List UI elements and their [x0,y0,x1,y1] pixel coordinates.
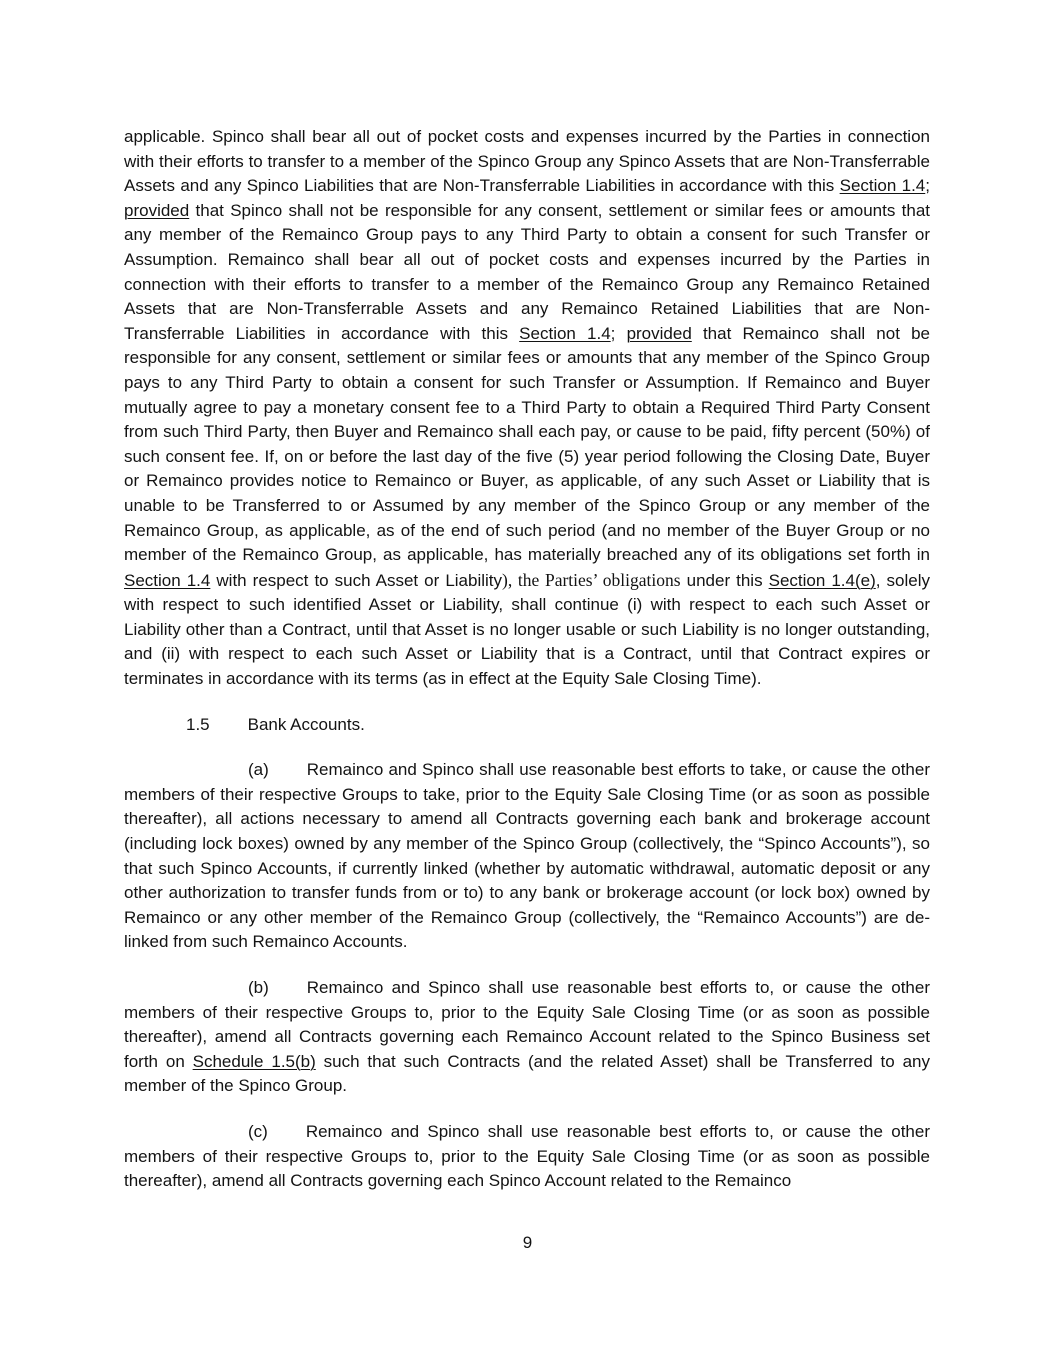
section-heading [124,713,930,738]
section-number: 1.5 [186,714,210,734]
document-body [124,125,930,1194]
paragraph-letter: (c) [248,1121,268,1141]
text-segment: Remainco and Spinco shall use reasonable best efforts to, or cause the other members of their respective Groups to, prior to the Equity Sale Closing Time (or as soon as possible thereafter), amend all Contracts governing each Spinco Account related to the Remainco [124,1121,930,1191]
paragraph-letter: (b) [248,978,269,997]
paragraph-continuation [124,125,930,692]
section-title: Bank Accounts. [247,714,365,734]
tab-spacer [269,774,307,775]
paragraph-letter: (a) [248,760,269,780]
text-segment: ; [925,176,930,196]
tab-spacer [210,729,248,730]
cross-reference: Section 1.4 [839,176,926,196]
tab-spacer [269,992,307,993]
text-segment: Remainco and Spinco shall use reasonable best efforts to, or cause the other members of their respective Groups to, prior to the Equity Sale Closing Time (or as soon as possible thereafter), amend all Contracts governing each Remainco Account related to the Spinco Business set forth on [124,978,930,1071]
cross-reference: provided [626,323,692,343]
text-segment: ), the Parties’ obligations [502,569,681,590]
text-segment: ; [610,323,627,343]
cross-reference: Section 1.4 [124,570,211,590]
paragraph-c [124,1120,930,1194]
cross-reference: provided [124,200,190,220]
text-segment: with respect to such Asset or Liability [210,570,503,590]
paragraph-a [124,758,930,955]
text-segment: Remainco and Spinco shall use reasonable best efforts to take, or cause the other members of their respective Groups to take, prior to the Equity Sale Closing Time (or as soon as possible thereafter), all actions necessary to amend all Contracts governing each bank and brokerage account (including lock boxes) owned by any member of the Spinco Group (collectively, the “Spinco Accounts”), so that such Spinco Accounts, if currently linked (whether by automatic withdrawal, automatic deposit or any other authorization to transfer funds from or to) to any bank or brokerage account (or lock box) owned by Remainco or any other member of the Remainco Group (collectively, the “Remainco Accounts”) are de-linked from such Remainco Accounts. [124,760,930,952]
paragraph-b [124,976,930,1099]
page-number: 9 [522,1233,533,1252]
tab-spacer [268,1136,306,1137]
text-segment: that Spinco shall not be responsible for any consent, settlement or similar fees or amounts that any member of the Remainco Group pays to any Third Party to obtain a consent for such Transfer or Assumption. Remainco shall bear all out of pocket costs and expenses incurred by the Parties in connection with their efforts to transfer to a member of the Remainco Group any Remainco Retained Assets that are Non-Transferrable Assets and any Remainco Retained Liabilities that are Non-Transferrable Liabilities in accordance with this [124,200,930,343]
text-segment: such that such Contracts (and the related Asset) shall be Transferred to any member of the Spinco Group. [124,1051,930,1096]
text-segment: under this [680,570,769,590]
cross-reference: Section 1.4 [519,323,611,343]
cross-reference: Schedule 1.5(b) [192,1051,316,1071]
text-segment: , solely with respect to such identified Asset or Liability, shall continue (i) with respect to each such Asset or Liability other than a Contract, until that Asset is no longer usable or such Liability is no longer outstanding, and (ii) with respect to each such Asset or Liability that is a Contract, until that Contract expires or terminates in accordance with its terms (as in effect at the Equity Sale Closing Time). [124,570,930,689]
cross-reference: Section 1.4(e) [768,570,876,590]
text-segment: that Remainco shall not be responsible for any consent, settlement or similar fees or amounts that any member of the Spinco Group pays to any Third Party to obtain a consent for such Transfer or Assumption. If Remainco and Buyer mutually agree to pay a monetary consent fee to a Third Party to obtain a Required Third Party Consent from such Third Party, then Buyer and Remainco shall each pay, or cause to be paid, fifty percent (50%) of such consent fee. If, on or before the last day of the five (5) year period following the Closing Date, Buyer or Remainco provides notice to Remainco or Buyer, as applicable, of any such Asset or Liability that is unable to be Transferred to or Assumed by any member of the Spinco Group or any member of the Remainco Group, as applicable, as of the end of such period (and no member of the Buyer Group or no member of the Remainco Group, as applicable, has materially breached any of its obligations set forth in [124,323,930,565]
text-segment: applicable. Spinco shall bear all out of pocket costs and expenses incurred by the Parties in connection with their efforts to transfer to a member of the Spinco Group any Spinco Assets that are Non-Transferrable Assets and any Spinco Liabilities that are Non-Transferrable Liabilities in accordance with this [124,127,930,196]
